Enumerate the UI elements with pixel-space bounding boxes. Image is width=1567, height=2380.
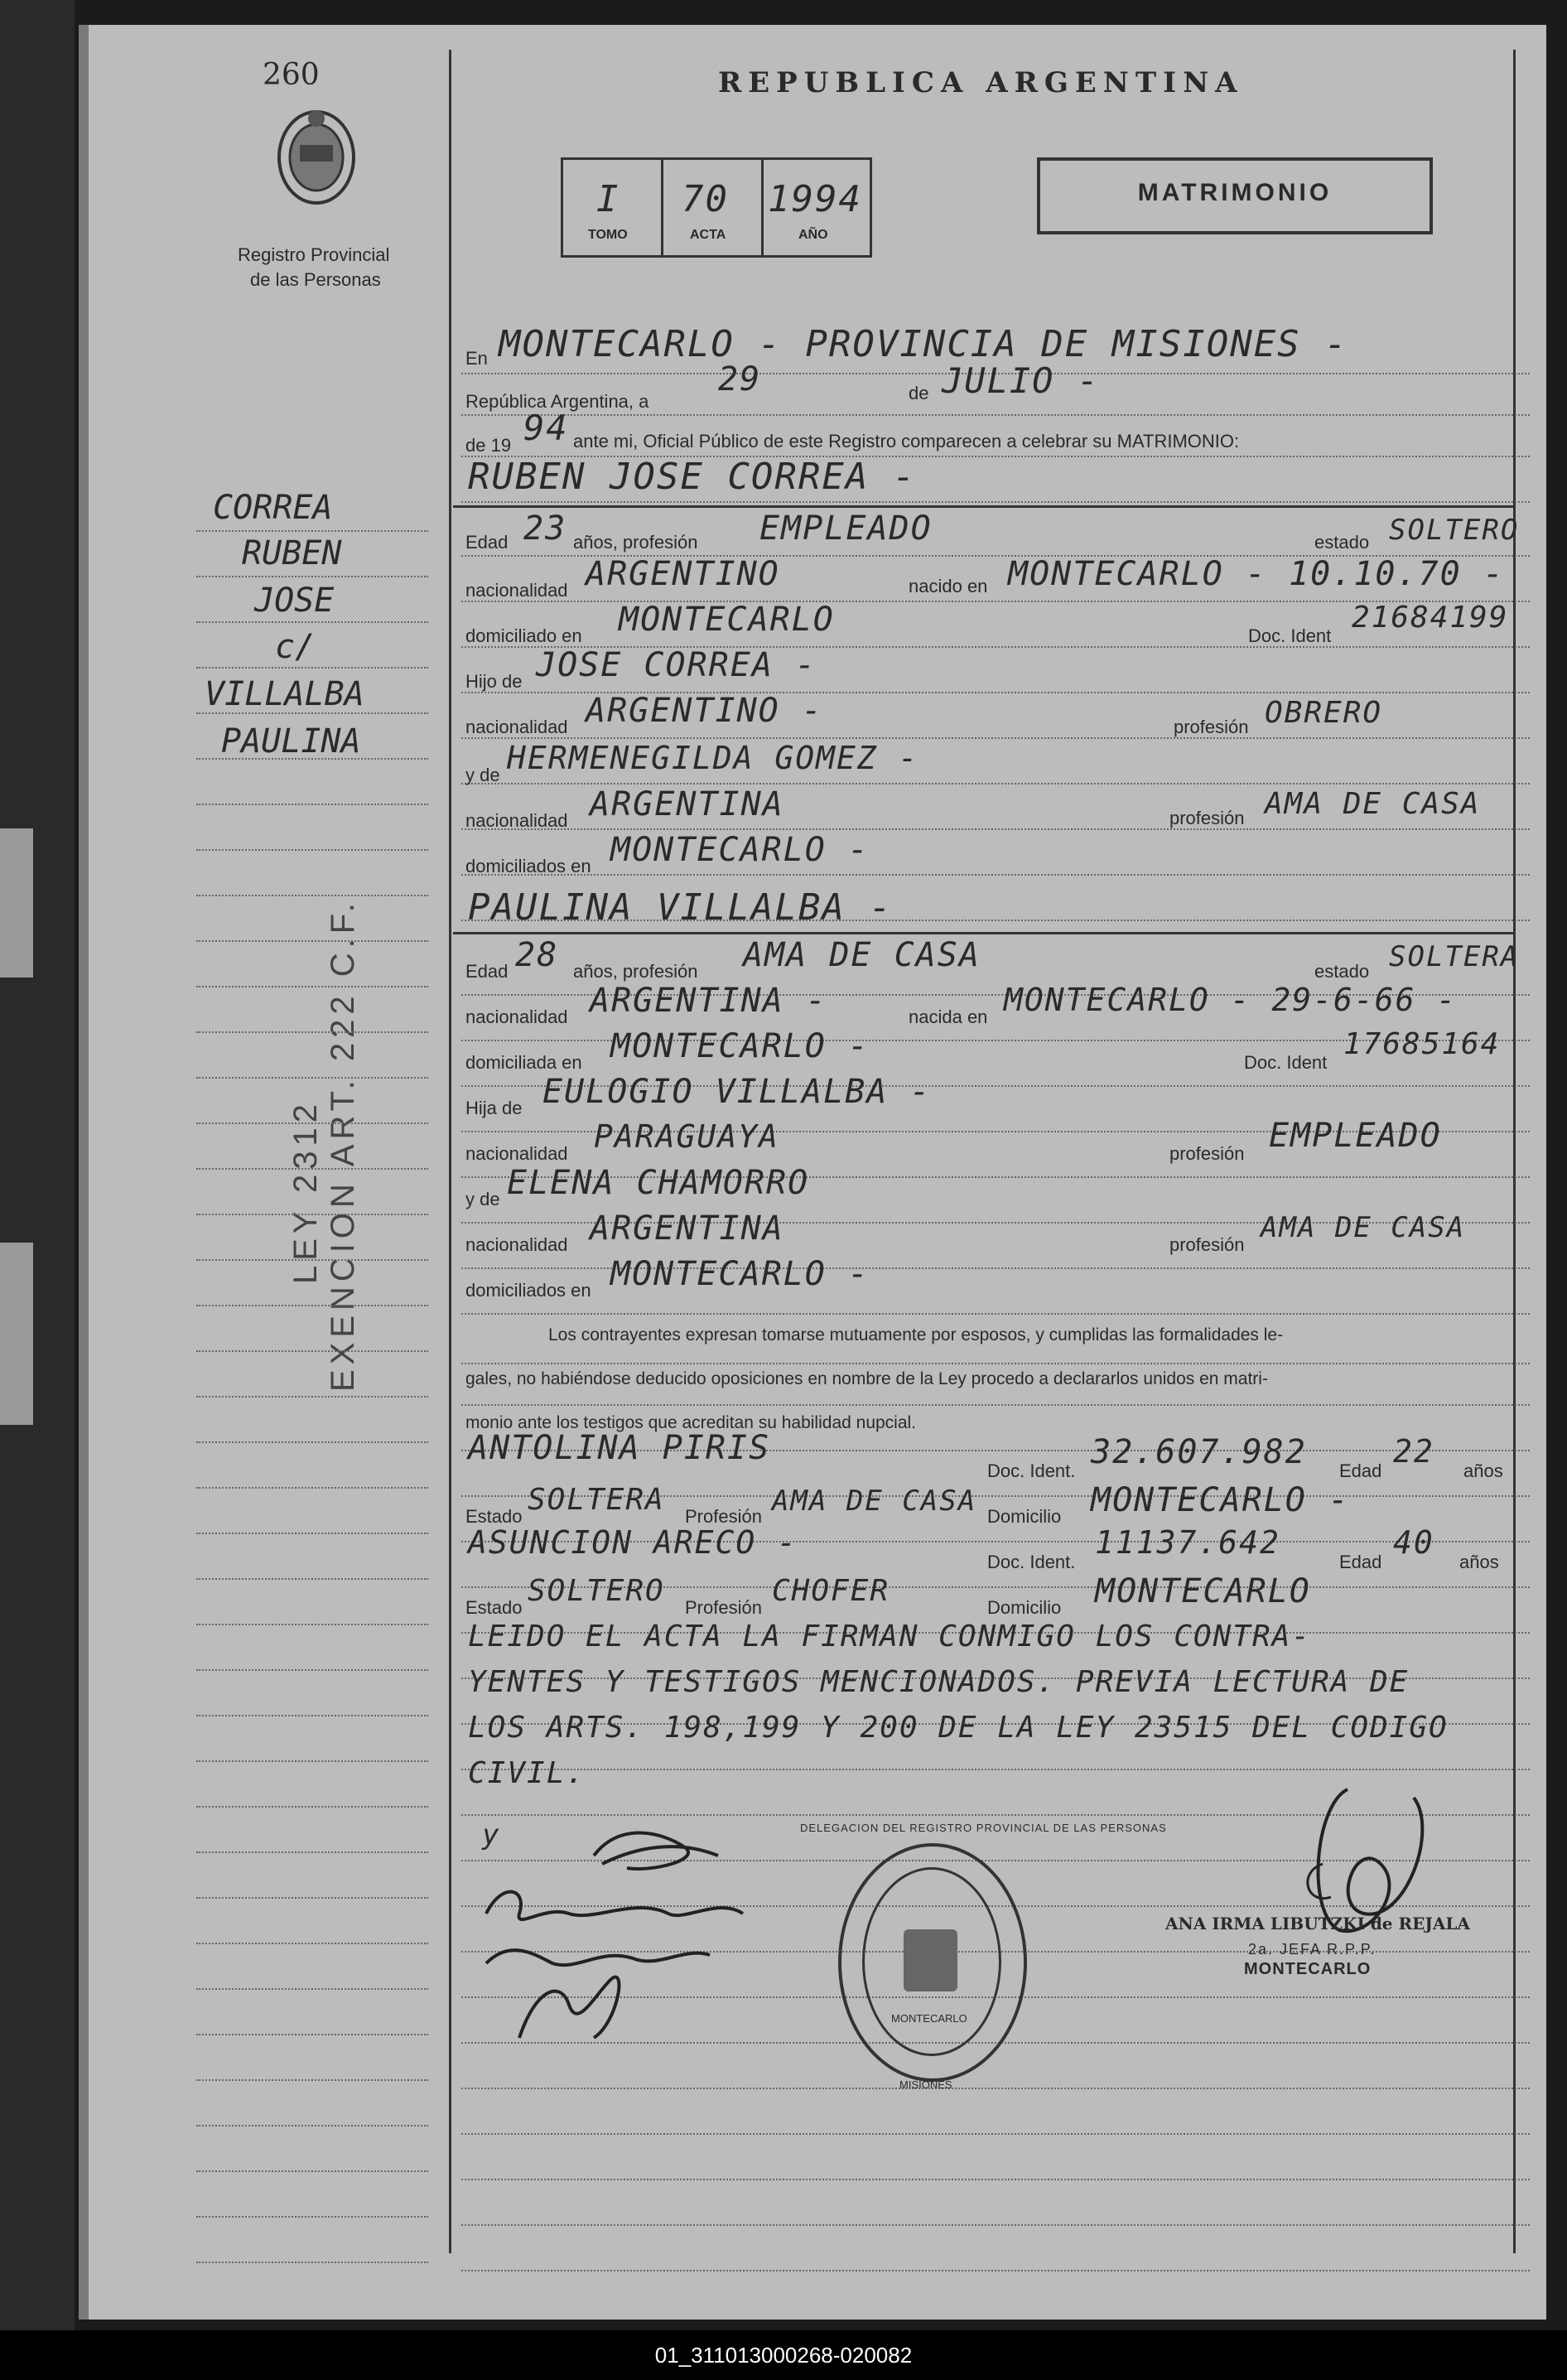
groom-name: RUBEN JOSE CORREA -: [468, 456, 917, 498]
right-border: [1513, 50, 1516, 2253]
bride-edad-label: Edad: [465, 961, 509, 982]
registry-name-line2: de las Personas: [250, 269, 381, 290]
groom-edad-label: Edad: [465, 532, 509, 553]
bride-doc: 17685164: [1343, 1027, 1501, 1061]
month-value: JULIO -: [942, 360, 1101, 401]
bride-padre-prof: EMPLEADO: [1269, 1117, 1442, 1155]
witness-doc: 11137.642: [1095, 1524, 1280, 1561]
section-divider: [453, 932, 1513, 934]
margin-name: PAULINA: [221, 722, 361, 760]
de-label: de: [909, 383, 929, 403]
page-number: 260: [263, 58, 320, 92]
bride-nacida: MONTECARLO - 29-6-66 -: [1004, 982, 1458, 1018]
tomo-label: TOMO: [588, 228, 628, 242]
groom-padre-prof: OBRERO: [1265, 696, 1383, 730]
bride-estado-label: estado: [1314, 961, 1370, 982]
republica-label: República Argentina, a: [465, 391, 649, 412]
groom-yde-label: y de: [465, 765, 500, 785]
official-seal: [800, 1822, 1167, 2091]
country-title: REPUBLICA ARGENTINA: [718, 66, 1244, 99]
acta-value: 70: [682, 178, 729, 220]
registry-name-line1: Registro Provincial: [238, 244, 390, 265]
witness-edad-label: Edad: [1339, 1552, 1382, 1572]
witness-doc: 32.607.982: [1091, 1433, 1307, 1471]
coat-of-arms-icon: [267, 104, 366, 211]
image-caption: 01_311013000268-020082: [0, 2330, 1567, 2380]
bride-padre-nac: PARAGUAYA: [594, 1118, 779, 1155]
groom-madre: HERMENEGILDA GOMEZ -: [507, 740, 919, 776]
bride-padres-dom: MONTECARLO -: [610, 1255, 870, 1293]
declaration-line1: Los contrayentes expresan tomarse mutuamente por esposos, y cumplidas las formalidades le-: [548, 1325, 1284, 1344]
witness-anos-label: años: [1463, 1460, 1503, 1481]
bride-estado: SOLTERA: [1389, 940, 1520, 973]
notes-line3: LOS ARTS. 198,199 Y 200 DE LA LEY 23515 DEL CODIGO: [468, 1711, 1449, 1745]
groom-edad: 23: [523, 509, 567, 548]
witness-profesion-label: Profesión: [685, 1597, 762, 1618]
witness-doc-label: Doc. Ident.: [987, 1460, 1076, 1481]
margin-name: RUBEN: [242, 534, 342, 572]
witness-domicilio: MONTECARLO: [1095, 1572, 1311, 1610]
margin-name: VILLALBA: [205, 675, 364, 713]
ano-label: AÑO: [798, 228, 828, 242]
bride-edad: 28: [515, 936, 559, 974]
groom-hijo-label: Hijo de: [465, 671, 523, 692]
year-suffix: 94: [523, 408, 569, 448]
bride-madre-prof-label: profesión: [1169, 1234, 1245, 1255]
bride-hija-label: Hija de: [465, 1098, 523, 1118]
notes-line2: YENTES Y TESTIGOS MENCIONADOS. PREVIA LECTURA DE: [468, 1665, 1410, 1699]
record-type-box: [1037, 157, 1433, 234]
witness-domicilio-label: Domicilio: [987, 1597, 1062, 1618]
appear-text: ante mi, Oficial Público de este Registro comparecen a celebrar su MATRIMONIO:: [573, 431, 1240, 451]
de19-label: de 19: [465, 435, 512, 456]
groom-padre-nac: ARGENTINO -: [586, 692, 823, 730]
ano-cell: [764, 160, 867, 255]
groom-madre-prof-label: profesión: [1169, 808, 1245, 828]
witness-domicilio: MONTECARLO -: [1091, 1481, 1350, 1519]
margin-name: c/: [275, 628, 316, 666]
witness-name: ANTOLINA PIRIS: [468, 1429, 771, 1467]
witness-estado-label: Estado: [465, 1597, 523, 1618]
ano-value: 1994: [768, 178, 862, 220]
bride-name: PAULINA VILLALBA -: [468, 886, 893, 929]
background-patch: [0, 1243, 33, 1425]
bride-madre-nac: ARGENTINA: [590, 1209, 784, 1248]
law-stamp-line1: LEY 2312: [287, 1099, 324, 1284]
groom-nacido-label: nacido en: [909, 576, 988, 596]
groom-padres-dom: MONTECARLO -: [610, 831, 870, 869]
section-divider: [453, 505, 1513, 508]
witness-profesion-label: Profesión: [685, 1506, 762, 1527]
bride-madre-nac-label: nacionalidad: [465, 1234, 568, 1255]
bride-padre: EULOGIO VILLALBA -: [542, 1073, 932, 1111]
witness-doc-label: Doc. Ident.: [987, 1552, 1076, 1572]
groom-nacido: MONTECARLO - 10.10.70 -: [1008, 555, 1505, 593]
tomo-value: I: [596, 178, 620, 220]
witness-name: ASUNCION ARECO -: [468, 1524, 798, 1561]
margin-name: JOSE: [254, 582, 335, 620]
bride-anos-profesion-label: años, profesión: [573, 961, 698, 982]
declaration-line2: gales, no habiéndose deducido oposiciones en nombre de la Ley procedo a declararlos unidos en matri-: [465, 1369, 1268, 1388]
background-patch: [0, 828, 33, 978]
bride-padre-prof-label: profesión: [1169, 1143, 1245, 1164]
notes-line4: CIVIL.: [468, 1756, 586, 1790]
column-divider: [449, 50, 451, 2253]
groom-nacionalidad: ARGENTINO: [586, 555, 780, 593]
y-mark: y: [482, 1818, 501, 1851]
record-id-box: [561, 157, 872, 258]
witness-edad: 40: [1393, 1524, 1434, 1561]
seal-text: DELEGACION DEL REGISTRO PROVINCIAL DE LAS PERSONAS: [800, 1822, 1167, 1834]
left-background: [0, 0, 75, 2380]
groom-madre-nac: ARGENTINA: [590, 785, 784, 823]
acta-cell: [663, 160, 764, 255]
witness-profesion: AMA DE CASA: [772, 1484, 977, 1518]
officer-place: MONTECARLO: [1244, 1960, 1372, 1978]
tomo-cell: [563, 160, 663, 255]
witness-edad: 22: [1393, 1433, 1434, 1470]
seal-dept: MISIONES: [899, 2078, 952, 2091]
margin-name: CORREA: [213, 489, 333, 527]
witness-edad-label: Edad: [1339, 1460, 1382, 1481]
bride-yde-label: y de: [465, 1189, 500, 1209]
witness-profesion: CHOFER: [772, 1574, 890, 1608]
bride-nacionalidad-label: nacionalidad: [465, 1007, 568, 1027]
groom-anos-profesion-label: años, profesión: [573, 532, 698, 553]
bride-profesion: AMA DE CASA: [743, 936, 981, 974]
witness-estado-label: Estado: [465, 1506, 523, 1527]
groom-padre: JOSE CORREA -: [536, 646, 817, 684]
bride-padre-nac-label: nacionalidad: [465, 1143, 568, 1164]
groom-domiciliado-label: domiciliado en: [465, 625, 582, 646]
law-stamp-line2: EXENCION ART. 222 C.F.: [325, 898, 361, 1392]
groom-doc: 21684199: [1352, 601, 1509, 635]
groom-padre-nac-label: nacionalidad: [465, 717, 568, 737]
officer-name: ANA IRMA LIBUTZKI de REJALA: [1165, 1914, 1470, 1933]
groom-estado-label: estado: [1314, 532, 1370, 553]
bride-madre-prof: AMA DE CASA: [1261, 1211, 1466, 1244]
en-label: En: [465, 348, 488, 369]
groom-madre-prof: AMA DE CASA: [1265, 787, 1481, 821]
seal-place: MONTECARLO: [891, 2012, 967, 2025]
witness-estado: SOLTERO: [528, 1574, 665, 1608]
notes-line1: LEIDO EL ACTA LA FIRMAN CONMIGO LOS CONTRA-: [468, 1620, 1311, 1653]
acta-label: ACTA: [690, 228, 726, 242]
party-signatures-icon: [470, 1789, 842, 2063]
bride-nacida-label: nacida en: [909, 1007, 988, 1027]
witness-domicilio-label: Domicilio: [987, 1506, 1062, 1527]
bride-domiciliada-label: domiciliada en: [465, 1052, 582, 1073]
officer-title: 2a. JEFA R.P.P.: [1248, 1941, 1377, 1958]
witness-anos-label: años: [1459, 1552, 1499, 1572]
bride-madre: ELENA CHAMORRO: [507, 1164, 810, 1202]
groom-profesion: EMPLEADO: [759, 509, 933, 548]
bride-nacionalidad: ARGENTINA -: [590, 982, 827, 1020]
bride-domicilio: MONTECARLO -: [610, 1027, 870, 1065]
record-type: MATRIMONIO: [1137, 179, 1333, 206]
declaration-line3: monio ante los testigos que acreditan su habilidad nupcial.: [465, 1413, 917, 1432]
groom-padre-prof-label: profesión: [1174, 717, 1249, 737]
bride-padres-dom-label: domiciliados en: [465, 1280, 591, 1301]
day-value: 29: [718, 360, 762, 398]
seal-emblem-icon: [904, 1929, 957, 1991]
groom-nacionalidad-label: nacionalidad: [465, 580, 568, 601]
groom-madre-nac-label: nacionalidad: [465, 810, 568, 831]
witness-estado: SOLTERA: [528, 1483, 665, 1517]
groom-domicilio: MONTECARLO: [619, 601, 835, 639]
place-value: MONTECARLO - PROVINCIA DE MISIONES -: [499, 323, 1348, 365]
bride-doc-label: Doc. Ident: [1244, 1052, 1328, 1073]
groom-padres-dom-label: domiciliados en: [465, 856, 591, 876]
groom-estado: SOLTERO: [1389, 514, 1520, 547]
register-page: [79, 25, 1546, 2320]
groom-doc-label: Doc. Ident: [1248, 625, 1332, 646]
